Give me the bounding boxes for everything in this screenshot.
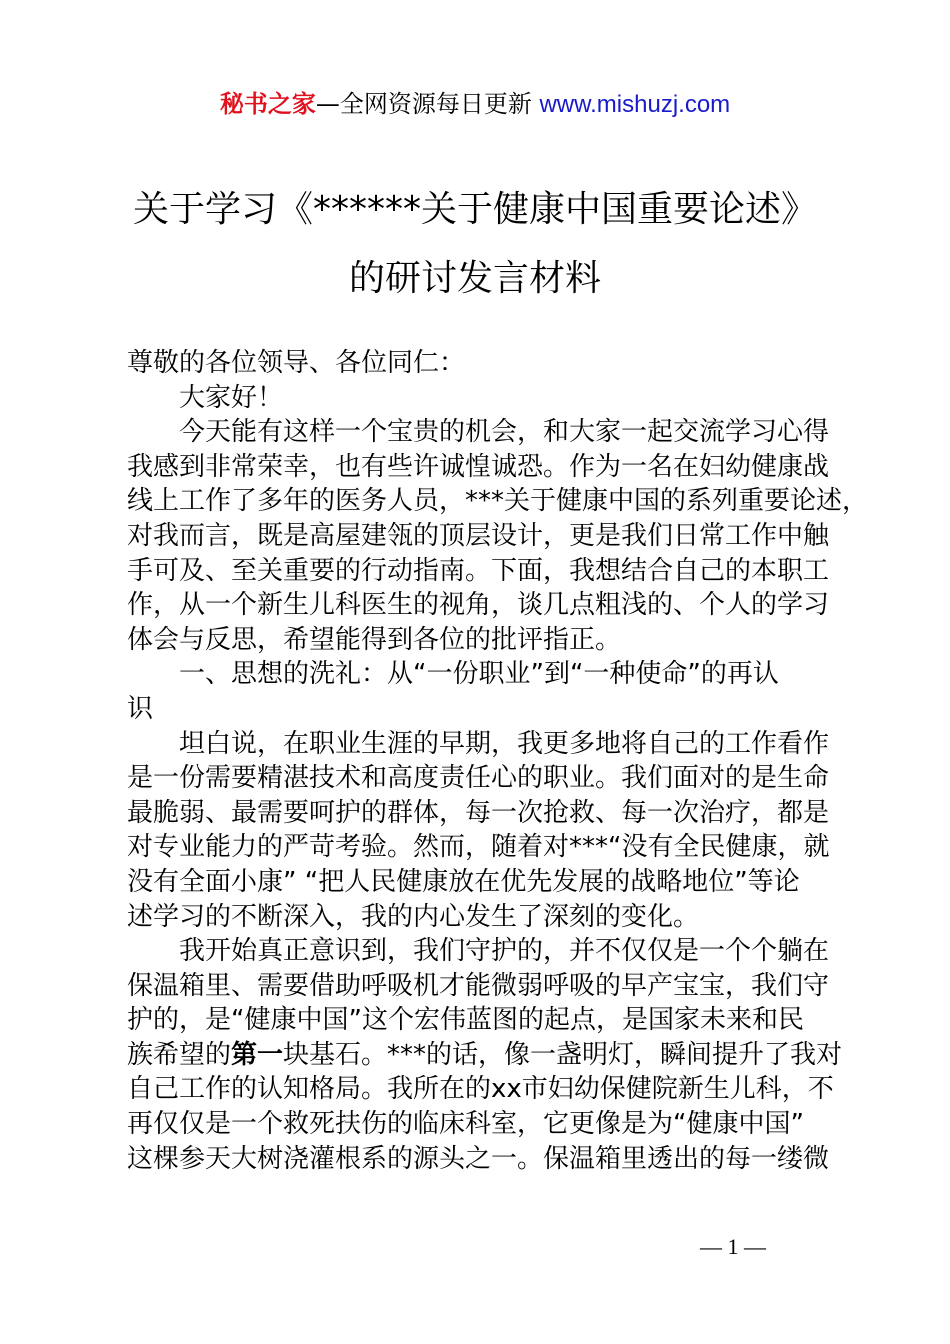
paragraph-line: 保温箱里、需要借助呼吸机才能微弱呼吸的早产宝宝，我们守 — [127, 970, 830, 1001]
site-header — [0, 86, 950, 123]
paragraph-line: 是一份需要精湛技术和高度责任心的职业。我们面对的是生命 — [127, 763, 830, 794]
paragraph-line: 对专业能力的严苛考验。然而，随着对***“没有全民健康，就 — [127, 832, 830, 863]
header-tagline: —全网资源每日更新 — [315, 90, 532, 118]
page-number: — 1 — — [700, 1234, 766, 1259]
paragraph-line: 作，从一个新生儿科医生的视角，谈几点粗浅的、个人的学习 — [127, 590, 830, 621]
brand-name: 秘书之家 — [219, 90, 316, 118]
paragraph-line: 线上工作了多年的医务人员，***关于健康中国的系列重要论述， — [127, 486, 869, 517]
paragraph-line: 坦白说，在职业生涯的早期，我更多地将自己的工作看作 — [179, 728, 830, 759]
paragraph-line — [127, 1038, 847, 1073]
paragraph-line: 手可及、至关重要的行动指南。下面，我想结合自己的本职工 — [127, 555, 830, 586]
paragraph-line: 述学习的不断深入，我的内心发生了深刻的变化。 — [127, 901, 700, 932]
paragraph-line: 没有全面小康” “把人民健康放在优先发展的战略地位”等论 — [127, 866, 800, 897]
paragraph-line: 最脆弱、最需要呵护的群体，每一次抢救、每一次治疗，都是 — [127, 797, 830, 828]
paragraph-line: 自己工作的认知格局。我所在的xx市妇幼保健院新生儿科，不 — [127, 1074, 834, 1105]
text-segment: 族希望的 — [127, 1039, 232, 1070]
text-segment: 块基石。***的话，像一盏明灯，瞬间提升了我对 — [283, 1039, 843, 1070]
section-heading: 一、思想的洗礼：从“一份职业”到“一种使命”的再认 — [179, 659, 779, 690]
salutation: 尊敬的各位领导、各位同仁： — [127, 348, 466, 378]
section-heading-continued: 识 — [127, 693, 154, 724]
paragraph-line: 这棵参天大树浇灌根系的源头之一。保温箱里透出的每一缕微 — [127, 1143, 830, 1174]
site-url-link[interactable]: www.mishuzj.com — [539, 91, 731, 118]
paragraph-line: 我感到非常荣幸，也有些许诚惶诚恐。作为一名在妇幼健康战 — [127, 451, 830, 482]
paragraph-line: 体会与反思，希望能得到各位的批评指正。 — [127, 624, 622, 655]
paragraph-line: 我开始真正意识到，我们守护的，并不仅仅是一个个躺在 — [179, 936, 830, 967]
document-title-line-2: 的研讨发言材料 — [348, 258, 601, 299]
document-body — [127, 346, 869, 1176]
document-title-line-1: 关于学习《******关于健康中国重要论述》 — [132, 189, 817, 230]
paragraph-line: 对我而言，既是高屋建瓴的顶层设计，更是我们日常工作中触 — [127, 520, 830, 551]
paragraph-line: 护的，是“健康中国”这个宏伟蓝图的起点，是国家未来和民 — [127, 1005, 804, 1036]
bold-text: 第一 — [231, 1039, 284, 1070]
paragraph-line: 再仅仅是一个救死扶伤的临床科室，它更像是为“健康中国” — [127, 1109, 804, 1140]
greeting: 大家好！ — [179, 382, 284, 413]
paragraph-line: 今天能有这样一个宝贵的机会，和大家一起交流学习心得 — [179, 417, 830, 448]
